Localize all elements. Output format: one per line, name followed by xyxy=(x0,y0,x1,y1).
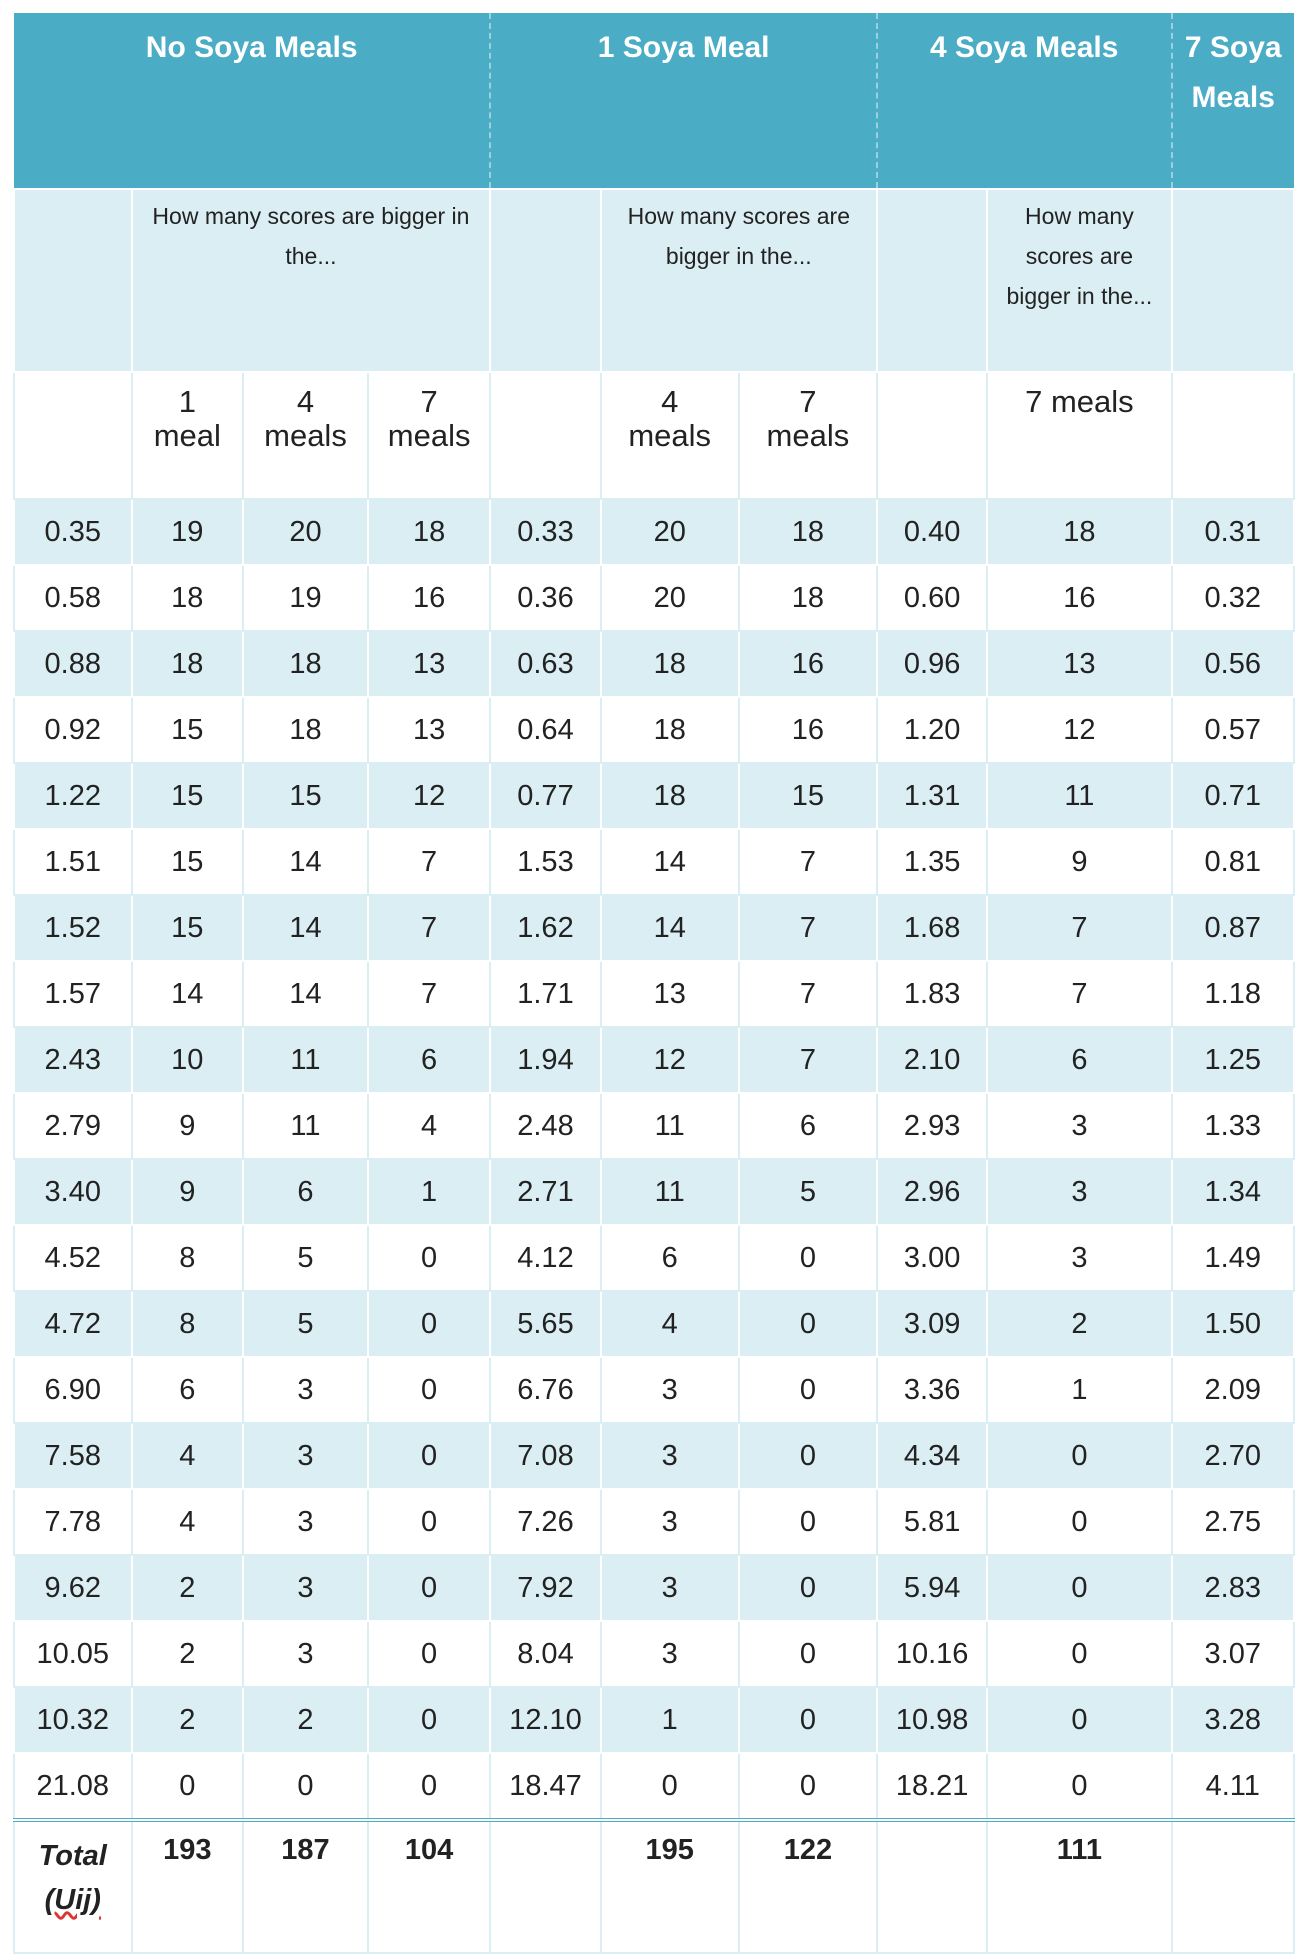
table-cell: 0 xyxy=(368,1357,490,1423)
table-cell: 13 xyxy=(987,631,1171,697)
table-cell: 2 xyxy=(987,1291,1171,1357)
table-cell: 1.71 xyxy=(490,961,600,1027)
table-cell: 3 xyxy=(601,1555,739,1621)
total-label: Total (Uij) xyxy=(14,1820,132,1953)
table-cell: 20 xyxy=(601,499,739,565)
table-cell: 1.31 xyxy=(877,763,987,829)
table-cell: 4.72 xyxy=(14,1291,132,1357)
table-cell: 18 xyxy=(132,631,244,697)
table-cell: 1.50 xyxy=(1172,1291,1295,1357)
column-label-7-meals: 7 meals xyxy=(987,372,1171,499)
table-cell: 0 xyxy=(987,1489,1171,1555)
table-cell: 5.65 xyxy=(490,1291,600,1357)
table-cell: 4.12 xyxy=(490,1225,600,1291)
column-label-empty xyxy=(877,372,987,499)
table-cell: 2.83 xyxy=(1172,1555,1295,1621)
mann-whitney-table xyxy=(13,13,1295,1954)
table-cell: 7.26 xyxy=(490,1489,600,1555)
table-cell: 0 xyxy=(739,1753,877,1820)
table-cell: 3.07 xyxy=(1172,1621,1295,1687)
table-cell: 2.96 xyxy=(877,1159,987,1225)
table-cell: 1.33 xyxy=(1172,1093,1295,1159)
table-cell: 18 xyxy=(601,631,739,697)
table-cell: 3 xyxy=(601,1621,739,1687)
table-cell: 0 xyxy=(368,1555,490,1621)
table-cell: 1.25 xyxy=(1172,1027,1295,1093)
table-cell: 0 xyxy=(368,1423,490,1489)
table-cell: 15 xyxy=(132,829,244,895)
column-label-row xyxy=(14,372,1294,499)
table-cell: 15 xyxy=(132,895,244,961)
table-cell: 0.81 xyxy=(1172,829,1295,895)
table-cell: 2.71 xyxy=(490,1159,600,1225)
column-label-empty xyxy=(14,372,132,499)
table-cell: 3.28 xyxy=(1172,1687,1295,1753)
table-cell: 1.51 xyxy=(14,829,132,895)
table-cell: 0 xyxy=(987,1687,1171,1753)
table-cell: 13 xyxy=(368,631,490,697)
table-cell: 0 xyxy=(601,1753,739,1820)
table-row xyxy=(14,1423,1294,1489)
table-cell: 2 xyxy=(132,1555,244,1621)
table-cell: 0 xyxy=(739,1555,877,1621)
table-cell: 1.53 xyxy=(490,829,600,895)
table-cell: 7 xyxy=(987,961,1171,1027)
table-cell: 3 xyxy=(243,1357,368,1423)
table-cell: 0 xyxy=(132,1753,244,1820)
table-row xyxy=(14,499,1294,565)
total-row xyxy=(14,1820,1294,1953)
table-cell: 21.08 xyxy=(14,1753,132,1820)
table-cell: 1.20 xyxy=(877,697,987,763)
table-cell: 0.60 xyxy=(877,565,987,631)
table-cell: 9 xyxy=(132,1093,244,1159)
table-row xyxy=(14,1225,1294,1291)
table-cell: 16 xyxy=(739,631,877,697)
table-cell: 0.96 xyxy=(877,631,987,697)
table-cell: 7 xyxy=(368,895,490,961)
table-cell: 9 xyxy=(987,829,1171,895)
table-cell: 2.09 xyxy=(1172,1357,1295,1423)
table-cell: 15 xyxy=(132,697,244,763)
total-value: 187 xyxy=(243,1820,368,1953)
table-cell: 0 xyxy=(739,1687,877,1753)
table-cell: 1.18 xyxy=(1172,961,1295,1027)
table-cell: 0.35 xyxy=(14,499,132,565)
table-cell: 18.21 xyxy=(877,1753,987,1820)
column-label-empty xyxy=(490,372,600,499)
table-cell: 18 xyxy=(132,565,244,631)
table-cell: 3.36 xyxy=(877,1357,987,1423)
table-cell: 1 xyxy=(601,1687,739,1753)
table-cell: 20 xyxy=(243,499,368,565)
table-cell: 11 xyxy=(987,763,1171,829)
table-cell: 16 xyxy=(987,565,1171,631)
table-cell: 1.94 xyxy=(490,1027,600,1093)
table-cell: 4 xyxy=(132,1423,244,1489)
table-cell: 2 xyxy=(132,1621,244,1687)
table-cell: 4.52 xyxy=(14,1225,132,1291)
table-row xyxy=(14,1357,1294,1423)
table-cell: 18 xyxy=(601,697,739,763)
table-cell: 3.40 xyxy=(14,1159,132,1225)
table-cell: 0 xyxy=(739,1225,877,1291)
table-cell: 10.16 xyxy=(877,1621,987,1687)
table-cell: 19 xyxy=(132,499,244,565)
table-cell: 1 xyxy=(368,1159,490,1225)
table-cell: 7 xyxy=(368,829,490,895)
column-label-4-meals: 4 meals xyxy=(601,372,739,499)
table-cell: 18 xyxy=(739,499,877,565)
table-cell: 3.09 xyxy=(877,1291,987,1357)
table-row xyxy=(14,565,1294,631)
table-cell: 3 xyxy=(243,1489,368,1555)
table-cell: 2.79 xyxy=(14,1093,132,1159)
table-cell: 18.47 xyxy=(490,1753,600,1820)
table-cell: 4.34 xyxy=(877,1423,987,1489)
table-row xyxy=(14,631,1294,697)
table-cell: 1.57 xyxy=(14,961,132,1027)
table-cell: 3 xyxy=(601,1489,739,1555)
subheader-row xyxy=(14,189,1294,372)
table-cell: 6.90 xyxy=(14,1357,132,1423)
table-cell: 10 xyxy=(132,1027,244,1093)
table-cell: 0 xyxy=(368,1489,490,1555)
table-row xyxy=(14,697,1294,763)
table-cell: 3.00 xyxy=(877,1225,987,1291)
table-cell: 0 xyxy=(739,1621,877,1687)
table-cell: 4.11 xyxy=(1172,1753,1295,1820)
table-cell: 2.93 xyxy=(877,1093,987,1159)
table-cell: 0.36 xyxy=(490,565,600,631)
table-cell: 1.62 xyxy=(490,895,600,961)
table-cell: 11 xyxy=(243,1027,368,1093)
table-cell: 11 xyxy=(601,1159,739,1225)
table-cell: 0 xyxy=(987,1753,1171,1820)
table-cell: 0.32 xyxy=(1172,565,1295,631)
group-header-row xyxy=(14,13,1294,189)
table-cell: 7 xyxy=(739,829,877,895)
table-cell: 0.87 xyxy=(1172,895,1295,961)
table-cell: 5 xyxy=(243,1225,368,1291)
table-cell: 0.56 xyxy=(1172,631,1295,697)
table-cell: 2.70 xyxy=(1172,1423,1295,1489)
table-cell: 10.05 xyxy=(14,1621,132,1687)
table-cell: 7 xyxy=(739,1027,877,1093)
table-cell: 0.77 xyxy=(490,763,600,829)
table-cell: 2.43 xyxy=(14,1027,132,1093)
table-cell: 18 xyxy=(368,499,490,565)
table-cell: 2.75 xyxy=(1172,1489,1295,1555)
subheader-empty xyxy=(14,189,132,372)
table-row xyxy=(14,1159,1294,1225)
table-cell: 3 xyxy=(243,1621,368,1687)
table-cell: 18 xyxy=(739,565,877,631)
table-cell: 6 xyxy=(601,1225,739,1291)
results-table-container xyxy=(13,13,1295,1954)
table-cell: 11 xyxy=(243,1093,368,1159)
table-cell: 7 xyxy=(368,961,490,1027)
table-cell: 9.62 xyxy=(14,1555,132,1621)
column-label-empty xyxy=(1172,372,1295,499)
table-cell: 1.35 xyxy=(877,829,987,895)
table-cell: 14 xyxy=(601,895,739,961)
subheader-empty xyxy=(1172,189,1295,372)
table-cell: 0 xyxy=(739,1489,877,1555)
table-cell: 3 xyxy=(601,1357,739,1423)
table-cell: 2.48 xyxy=(490,1093,600,1159)
table-cell: 6 xyxy=(368,1027,490,1093)
table-cell: 0 xyxy=(739,1423,877,1489)
table-row xyxy=(14,1621,1294,1687)
table-cell: 3 xyxy=(987,1159,1171,1225)
table-cell: 1.22 xyxy=(14,763,132,829)
subheader-no-soya: How many scores are bigger in the... xyxy=(132,189,491,372)
total-value: 104 xyxy=(368,1820,490,1953)
subheader-empty xyxy=(877,189,987,372)
total-value: 195 xyxy=(601,1820,739,1953)
table-row xyxy=(14,1753,1294,1820)
table-cell: 0.40 xyxy=(877,499,987,565)
table-row xyxy=(14,829,1294,895)
table-cell: 8 xyxy=(132,1291,244,1357)
table-cell: 7 xyxy=(739,961,877,1027)
table-cell: 15 xyxy=(132,763,244,829)
subheader-4-soya: How many scores are bigger in the... xyxy=(987,189,1171,372)
table-cell: 14 xyxy=(601,829,739,895)
table-cell: 0 xyxy=(368,1225,490,1291)
table-cell: 0 xyxy=(368,1621,490,1687)
table-cell: 16 xyxy=(739,697,877,763)
table-cell: 6 xyxy=(739,1093,877,1159)
table-cell: 0 xyxy=(987,1621,1171,1687)
table-cell: 18 xyxy=(243,697,368,763)
table-cell: 1.34 xyxy=(1172,1159,1295,1225)
table-cell: 6 xyxy=(243,1159,368,1225)
total-value xyxy=(877,1820,987,1953)
table-cell: 2.10 xyxy=(877,1027,987,1093)
group-header-1-soya: 1 Soya Meal xyxy=(490,13,877,189)
table-cell: 14 xyxy=(243,961,368,1027)
table-cell: 15 xyxy=(243,763,368,829)
table-cell: 4 xyxy=(601,1291,739,1357)
table-cell: 7.78 xyxy=(14,1489,132,1555)
column-label-7-meals: 7 meals xyxy=(739,372,877,499)
group-header-7-soya: 7 Soya Meals xyxy=(1172,13,1295,189)
table-cell: 0 xyxy=(987,1423,1171,1489)
table-cell: 12 xyxy=(987,697,1171,763)
table-cell: 18 xyxy=(987,499,1171,565)
table-cell: 2 xyxy=(243,1687,368,1753)
table-cell: 3 xyxy=(987,1093,1171,1159)
group-header-no-soya: No Soya Meals xyxy=(14,13,490,189)
table-cell: 10.32 xyxy=(14,1687,132,1753)
table-cell: 0 xyxy=(739,1291,877,1357)
table-cell: 5.94 xyxy=(877,1555,987,1621)
table-cell: 7.92 xyxy=(490,1555,600,1621)
table-cell: 12.10 xyxy=(490,1687,600,1753)
table-cell: 18 xyxy=(601,763,739,829)
table-cell: 15 xyxy=(739,763,877,829)
table-cell: 0 xyxy=(987,1555,1171,1621)
table-row xyxy=(14,1555,1294,1621)
table-cell: 6 xyxy=(132,1357,244,1423)
table-cell: 7 xyxy=(739,895,877,961)
table-cell: 6 xyxy=(987,1027,1171,1093)
total-value xyxy=(1172,1820,1295,1953)
table-cell: 0.33 xyxy=(490,499,600,565)
table-cell: 1.68 xyxy=(877,895,987,961)
table-cell: 12 xyxy=(601,1027,739,1093)
table-cell: 14 xyxy=(243,895,368,961)
table-cell: 0.88 xyxy=(14,631,132,697)
table-row xyxy=(14,895,1294,961)
table-cell: 8.04 xyxy=(490,1621,600,1687)
table-cell: 2 xyxy=(132,1687,244,1753)
table-cell: 0.57 xyxy=(1172,697,1295,763)
subheader-1-soya: How many scores are bigger in the... xyxy=(601,189,877,372)
table-cell: 9 xyxy=(132,1159,244,1225)
table-cell: 0 xyxy=(368,1753,490,1820)
table-row xyxy=(14,1687,1294,1753)
table-cell: 1.83 xyxy=(877,961,987,1027)
total-value xyxy=(490,1820,600,1953)
table-cell: 0.58 xyxy=(14,565,132,631)
table-cell: 13 xyxy=(368,697,490,763)
table-cell: 14 xyxy=(132,961,244,1027)
table-cell: 3 xyxy=(987,1225,1171,1291)
table-cell: 0.31 xyxy=(1172,499,1295,565)
table-cell: 16 xyxy=(368,565,490,631)
table-row xyxy=(14,961,1294,1027)
table-cell: 0 xyxy=(243,1753,368,1820)
table-cell: 1 xyxy=(987,1357,1171,1423)
table-row xyxy=(14,1093,1294,1159)
table-cell: 10.98 xyxy=(877,1687,987,1753)
table-cell: 0 xyxy=(739,1357,877,1423)
total-value: 122 xyxy=(739,1820,877,1953)
column-label-1-meal: 1 meal xyxy=(132,372,244,499)
table-cell: 3 xyxy=(243,1423,368,1489)
table-row xyxy=(14,1027,1294,1093)
total-value: 193 xyxy=(132,1820,244,1953)
table-cell: 1.52 xyxy=(14,895,132,961)
table-cell: 3 xyxy=(243,1555,368,1621)
table-cell: 0.71 xyxy=(1172,763,1295,829)
table-cell: 20 xyxy=(601,565,739,631)
table-cell: 4 xyxy=(368,1093,490,1159)
table-cell: 12 xyxy=(368,763,490,829)
table-cell: 4 xyxy=(132,1489,244,1555)
table-cell: 13 xyxy=(601,961,739,1027)
table-cell: 5 xyxy=(243,1291,368,1357)
table-cell: 0.92 xyxy=(14,697,132,763)
table-row xyxy=(14,1291,1294,1357)
table-cell: 6.76 xyxy=(490,1357,600,1423)
column-label-4-meals: 4 meals xyxy=(243,372,368,499)
table-cell: 1.49 xyxy=(1172,1225,1295,1291)
group-header-4-soya: 4 Soya Meals xyxy=(877,13,1172,189)
table-cell: 0.63 xyxy=(490,631,600,697)
table-cell: 5.81 xyxy=(877,1489,987,1555)
data-rows xyxy=(14,499,1294,1820)
table-cell: 5 xyxy=(739,1159,877,1225)
table-cell: 7.08 xyxy=(490,1423,600,1489)
table-cell: 0 xyxy=(368,1687,490,1753)
table-cell: 7 xyxy=(987,895,1171,961)
table-cell: 14 xyxy=(243,829,368,895)
subheader-empty xyxy=(490,189,600,372)
table-row xyxy=(14,763,1294,829)
table-cell: 19 xyxy=(243,565,368,631)
table-cell: 11 xyxy=(601,1093,739,1159)
table-cell: 8 xyxy=(132,1225,244,1291)
table-cell: 0.64 xyxy=(490,697,600,763)
column-label-7-meals: 7 meals xyxy=(368,372,490,499)
table-cell: 18 xyxy=(243,631,368,697)
table-cell: 7.58 xyxy=(14,1423,132,1489)
table-cell: 0 xyxy=(368,1291,490,1357)
total-value: 111 xyxy=(987,1820,1171,1953)
table-cell: 3 xyxy=(601,1423,739,1489)
table-row xyxy=(14,1489,1294,1555)
